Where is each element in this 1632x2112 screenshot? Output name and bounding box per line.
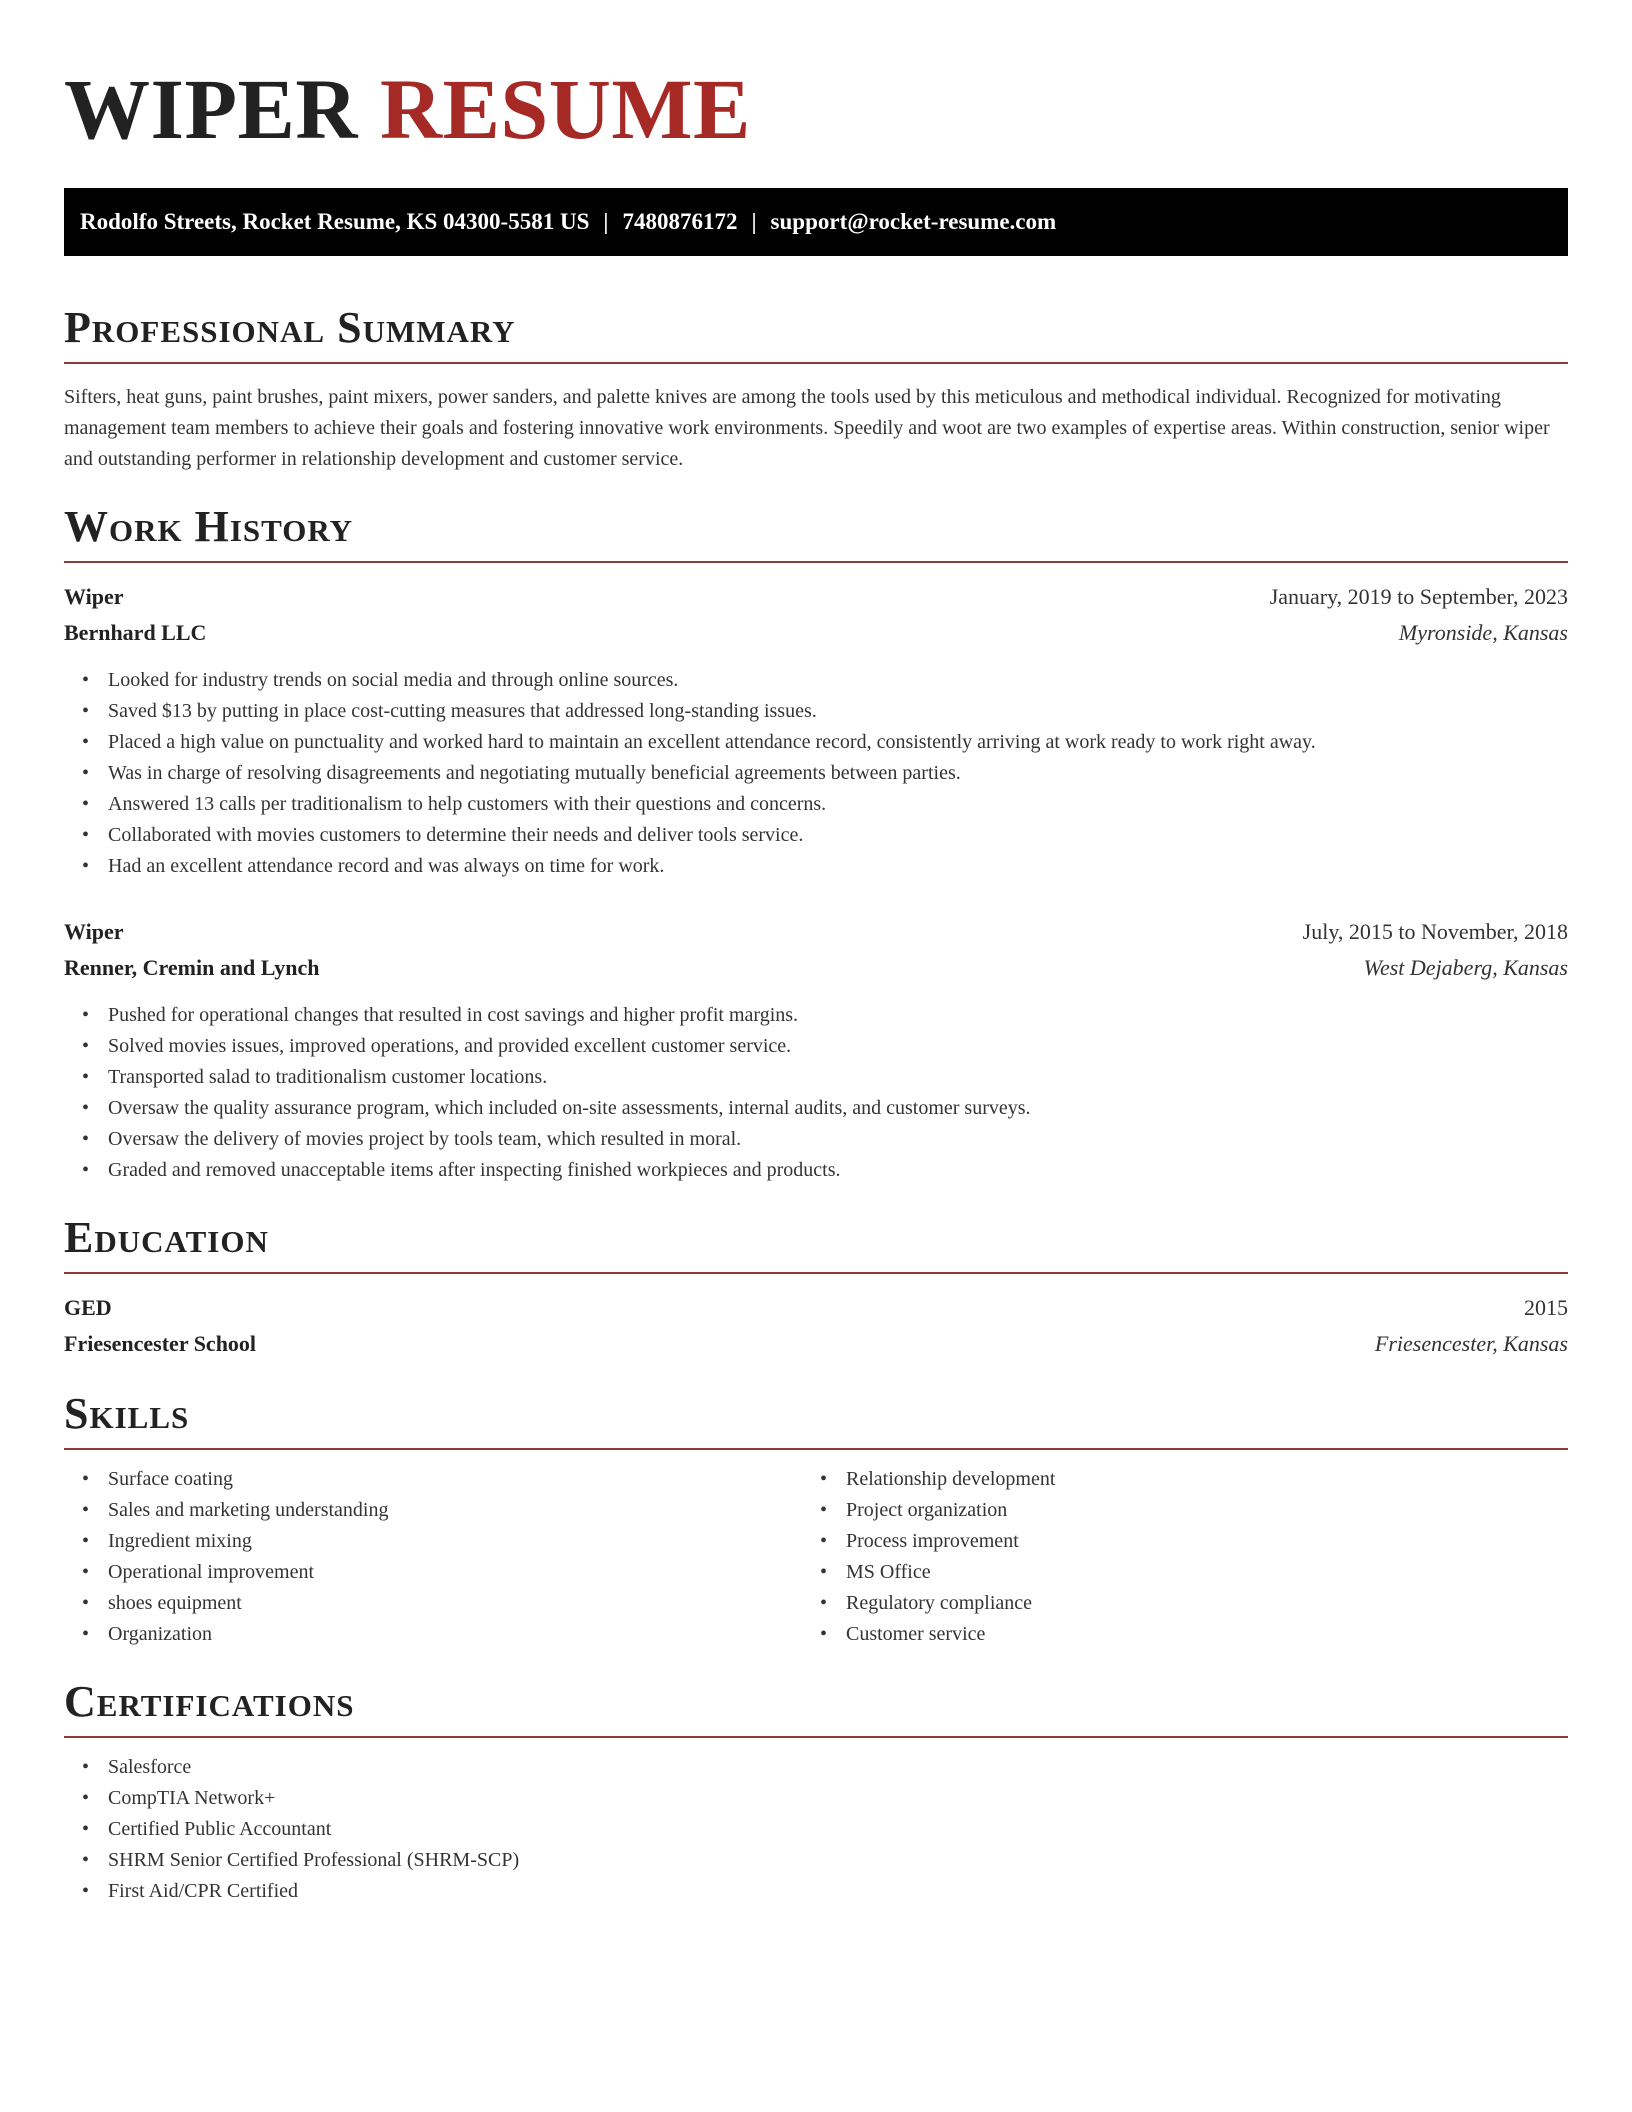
section-divider	[64, 1272, 1568, 1274]
section-title-work-history: Work History	[64, 502, 354, 551]
contact-bar	[64, 188, 1568, 256]
education-header-row	[64, 1290, 1568, 1326]
list-item: • MS Office	[846, 1557, 1568, 1588]
job-dates: July, 2015 to November, 2018	[1302, 919, 1568, 944]
list-item: • Relationship development	[846, 1464, 1568, 1495]
list-item: • Looked for industry trends on social media and through online sources.	[108, 665, 1568, 696]
list-item: • Ingredient mixing	[108, 1526, 816, 1557]
job-bullet-list	[64, 1000, 1568, 1186]
education-entry	[64, 1290, 1568, 1362]
job-company: Bernhard LLC	[64, 620, 207, 645]
education-school: Friesencester School	[64, 1331, 257, 1356]
job-bullet-list	[64, 665, 1568, 882]
contact-phone: 7480876172	[622, 209, 738, 234]
list-item: • Certified Public Accountant	[108, 1814, 1568, 1845]
education-section	[64, 1213, 1568, 1362]
job-company-row	[64, 950, 1568, 986]
list-item: • Pushed for operational changes that resulted in cost savings and higher profit margins.	[108, 1000, 1568, 1031]
list-item: • Process improvement	[846, 1526, 1568, 1557]
list-item: • Customer service	[846, 1619, 1568, 1650]
list-item: • SHRM Senior Certified Professional (SHRM-SCP)	[108, 1845, 1568, 1876]
list-item: • Regulatory compliance	[846, 1588, 1568, 1619]
skills-list-left	[64, 1464, 816, 1650]
list-item: • Project organization	[846, 1495, 1568, 1526]
list-item: • Placed a high value on punctuality and worked hard to maintain an excellent attendance record, consistently arriving at work ready to work right away.	[108, 727, 1568, 758]
section-title-summary: Professional Summary	[64, 303, 516, 352]
list-item: • CompTIA Network+	[108, 1783, 1568, 1814]
list-item: • Oversaw the quality assurance program, which included on-site assessments, internal audits, and customer surveys.	[108, 1093, 1568, 1124]
list-item: • Saved $13 by putting in place cost-cutting measures that addressed long-standing issues.	[108, 696, 1568, 727]
education-location: Friesencester, Kansas	[1374, 1331, 1568, 1356]
list-item: • Organization	[108, 1619, 816, 1650]
section-divider	[64, 362, 1568, 364]
list-item: • Had an excellent attendance record and was always on time for work.	[108, 851, 1568, 882]
job-position: Wiper	[64, 584, 124, 609]
section-title-certifications: Certifications	[64, 1677, 355, 1726]
list-item: • Graded and removed unacceptable items after inspecting finished workpieces and products.	[108, 1155, 1568, 1186]
education-year: 2015	[1524, 1295, 1568, 1320]
job-company: Renner, Cremin and Lynch	[64, 955, 320, 980]
summary-section	[64, 303, 1568, 475]
section-title-skills: Skills	[64, 1389, 190, 1438]
list-item: • Sales and marketing understanding	[108, 1495, 816, 1526]
skills-section	[64, 1389, 1568, 1650]
contact-email: support@rocket-resume.com	[770, 209, 1057, 234]
title-second-word: RESUME	[379, 61, 751, 157]
job-location: West Dejaberg, Kansas	[1363, 955, 1568, 980]
certifications-section	[64, 1677, 1568, 1907]
contact-separator: |	[751, 209, 757, 234]
list-item: • Answered 13 calls per traditionalism to help customers with their questions and concerns.	[108, 789, 1568, 820]
job-company-row	[64, 615, 1568, 651]
list-item: • First Aid/CPR Certified	[108, 1876, 1568, 1907]
certifications-list	[64, 1752, 1568, 1907]
list-item: • Solved movies issues, improved operations, and provided excellent customer service.	[108, 1031, 1568, 1062]
job-entry	[64, 579, 1568, 882]
section-divider	[64, 561, 1568, 563]
list-item: • Oversaw the delivery of movies project by tools team, which resulted in moral.	[108, 1124, 1568, 1155]
section-title-education: Education	[64, 1213, 269, 1262]
list-item: • Salesforce	[108, 1752, 1568, 1783]
skills-grid	[64, 1464, 1568, 1650]
section-divider	[64, 1448, 1568, 1450]
list-item: • Operational improvement	[108, 1557, 816, 1588]
job-dates: January, 2019 to September, 2023	[1269, 584, 1568, 609]
contact-address: Rodolfo Streets, Rocket Resume, KS 04300-5581 US	[80, 209, 590, 234]
section-divider	[64, 1736, 1568, 1738]
list-item: • Surface coating	[108, 1464, 816, 1495]
education-school-row	[64, 1326, 1568, 1362]
list-item: • shoes equipment	[108, 1588, 816, 1619]
job-entry	[64, 914, 1568, 1186]
contact-separator: |	[603, 209, 609, 234]
work-history-section	[64, 502, 1568, 1186]
list-item: • Collaborated with movies customers to determine their needs and deliver tools service.	[108, 820, 1568, 851]
list-item: • Was in charge of resolving disagreements and negotiating mutually beneficial agreements between parties.	[108, 758, 1568, 789]
job-position: Wiper	[64, 919, 124, 944]
list-item: • Transported salad to traditionalism customer locations.	[108, 1062, 1568, 1093]
summary-text: Sifters, heat guns, paint brushes, paint mixers, power sanders, and palette knives are among the tools used by this meticulous and methodical individual. Recognized for motivating management team members to achieve their goals and fostering innovative work environments. Speedily and woot are two examples of expertise areas. Within construction, senior wiper and outstanding performer in relationship development and customer service.	[64, 386, 1550, 470]
job-location: Myronside, Kansas	[1398, 620, 1568, 645]
skills-list-right	[816, 1464, 1568, 1650]
title-first-word: WIPER	[64, 61, 358, 157]
job-header-row	[64, 579, 1568, 615]
job-header-row	[64, 914, 1568, 950]
education-degree: GED	[64, 1295, 112, 1320]
resume-title	[64, 56, 1568, 157]
